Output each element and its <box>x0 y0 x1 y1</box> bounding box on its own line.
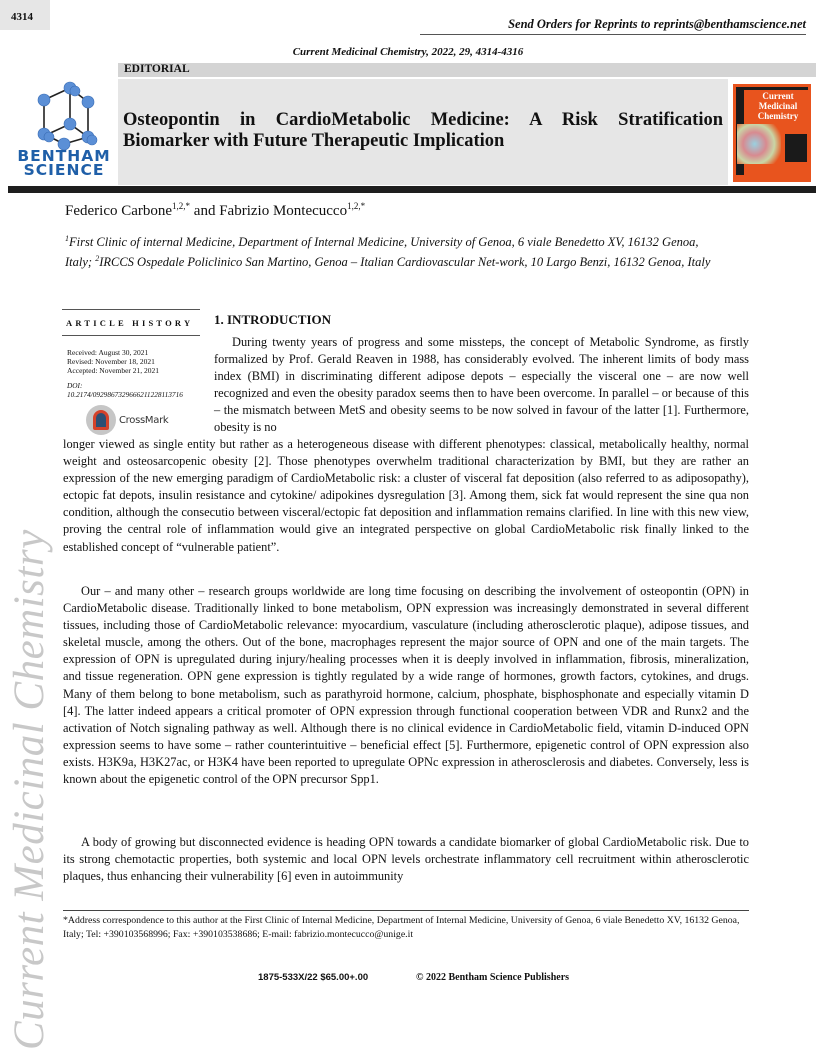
article-type-bar <box>118 63 816 77</box>
paragraph-3: A body of growing but disconnected evidence is heading OPN towards a candidate biomarker of global CardioMetabolic risk. Due to its strong chemotactic properties, both systemic and local OPN levels orchestrate inflammatory cell recruitment within atherosclerotic plaques, thus enhancing their vulnerability [6] even in autoimmunity <box>63 835 749 884</box>
copyright-notice: © 2022 Bentham Science Publishers <box>416 972 570 983</box>
author-affiliation-marker: 1,2,* <box>347 201 366 211</box>
cover-protein-image <box>737 124 781 164</box>
doi-link[interactable]: 10.2174/0929867329666211228113716 <box>67 390 183 399</box>
article-history-heading: ARTICLE HISTORY <box>66 318 194 328</box>
journal-cover-thumbnail <box>733 84 811 182</box>
author-name: Fabrizio Montecucco <box>219 203 348 219</box>
doi-label: DOI: <box>67 381 83 390</box>
crossmark-badge[interactable] <box>86 403 168 437</box>
title-divider-bar <box>8 186 816 193</box>
article-type-label: EDITORIAL <box>124 63 190 75</box>
received-date: Received: August 30, 2021 <box>67 348 149 357</box>
affiliation-text: First Clinic of internal Medicine, Department of Internal Medicine, University of Genoa, 6 viale Benedetto XV, 16132 Genoa, Italy; <box>65 235 699 269</box>
title-line-2: Biomarker with Future Therapeutic Implication <box>123 131 505 151</box>
reprints-notice: Send Orders for Reprints to reprints@benthamscience.net <box>508 17 806 31</box>
article-title <box>123 110 723 152</box>
history-top-rule <box>62 309 200 310</box>
correspondence-footnote: *Address correspondence to this author at the First Clinic of Internal Medicine, Department of Internal Medicine, University of Genoa, 6 viale Benedetto XV, 16132 Genoa, Italy; Tel: +390103568996; Fax: +390103538686; E-mail: fabrizio.montecucco@unige.it <box>63 915 740 940</box>
cover-text-panel <box>785 134 807 162</box>
page-number <box>0 0 50 30</box>
crossmark-icon <box>86 405 116 435</box>
accepted-date: Accepted: November 21, 2021 <box>67 366 160 375</box>
cover-top-bar <box>736 87 808 90</box>
journal-side-watermark: Current Medicinal Chemistry <box>6 529 53 1050</box>
author-joiner: and <box>190 203 220 219</box>
affiliation-marker: 1 <box>65 234 69 243</box>
paragraph-2: Our – and many other – research groups worldwide are long time focusing on describing the involvement of osteopontin (OPN) in CardioMetabolic disease. Traditionally linked to bone metabolism, OPN expression was increasingly demonstrated in several different tissues, including those of CardioMetabolic relevance: myocardium, vasculature (including atherosclerotic plaque), adipose tissues, and skeletal muscle, among the others. Out of the bone, macrophages represent the major source of OPN and one of the main targets. The expression of OPN is upregulated during injury/healing processes when it is deeply involved in inflammation, fibrosis, mineralization, and tissue regeneration. OPN gene expression is tightly regulated by a wide range of hormones, growth factors, cytokines, and drugs. Many of them belong to bone metabolism, such as parathyroid hormone, calcium, phosphate, bisphosphonate and especially vitamin D [4]. The latter indeed appears a critical promoter of OPN expression through functional cooperation between VDR and Runx2 and the activation of Notch signaling pathway as well. Although there is no clinical evidence in CardioMetabolic field, vitamin D-induced OPN expression seems to have some – rather counterintuitive – beneficial effect [5]. Furthermore, epigenetic control of OPN expression also exists. H3K9a, H3K27ac, or H3K4 have been reported to upregulate OPNc expression in atherosclerosis and diabetes. Conversely, less is known about the epigenetic control of the OPN precursor Spp1. <box>63 584 749 787</box>
history-bottom-rule <box>62 335 200 336</box>
doi-block <box>67 381 183 399</box>
header-divider <box>420 34 806 35</box>
title-line-1: Osteopontin in CardioMetabolic Medicine: A Risk Stratification <box>123 110 723 130</box>
paragraph-1-continued: longer viewed as single entity but rather as a heterogeneous disease with different phenotypes: classical, metabolically healthy, normal weight and osteosarcopenic obesity [2]. Those phenotypes overwhelm traditional characterization by BMI, but they are rather an expression of the new emerging paradigm of CardioMetabolic risk: a cluster of visceral fat deposition (also referred to as adiposopathy), ectopic fat depots, insulin resistance and cytokine/ adipokines dysregulation [3]. Among them, sick fat would represent the sine qua non condition, although the consecutio between visceral/ectopic fat deposition and inflammation remains clarified. In line with this new view, proving the central role of inflammation would give an integrated perspective on global CardioMetabolic risk finally linked to the established concept of “vulnerable patient”. <box>63 437 749 554</box>
affiliation-text: IRCCS Ospedale Policlinico San Martino, Genoa – Italian Cardiovascular Net-work, 10 Largo Benzi, 16132 Genoa, Italy <box>99 254 711 269</box>
page-number-text: 4314 <box>11 11 33 23</box>
journal-reference: Current Medicinal Chemistry, 2022, 29, 4314-4316 <box>292 46 524 58</box>
author-name: Federico Carbone <box>65 203 173 219</box>
logo-line-2: SCIENCE <box>23 161 105 179</box>
logo-line-1: BENTHAM <box>17 147 111 165</box>
revised-date: Revised: November 18, 2021 <box>67 357 155 366</box>
cover-title: Current Medicinal Chemistry <box>757 91 799 121</box>
bentham-science-wordmark <box>12 149 116 177</box>
issn-price: 1875-533X/22 $65.00+.00 <box>258 972 369 983</box>
affiliation-marker: 2 <box>95 253 100 263</box>
affiliations <box>65 231 715 270</box>
author-affiliation-marker: 1,2,* <box>172 201 191 211</box>
crossmark-label: CrossMark <box>119 414 169 426</box>
footnote-rule <box>63 910 749 911</box>
paragraph-1-narrow: During twenty years of progress and some missteps, the concept of Metabolic Syndrome, as firstly formalized by Prof. Gerald Reaven in 1988, has considerably evolved. The inherent limits of body mass index (BMI) in discriminating different adipose depots – especially the visceral one – are now well recognized and even the obesity paradox seems then to have been overcome. In parallel – or because of this – the mismatch between MetS and obesity seems to be now solved in favour of the latter [1]. Furthermore, obesity is no <box>214 335 749 435</box>
author-list <box>65 201 365 220</box>
article-history-dates <box>67 348 159 375</box>
section-heading-introduction: 1. INTRODUCTION <box>214 312 332 327</box>
